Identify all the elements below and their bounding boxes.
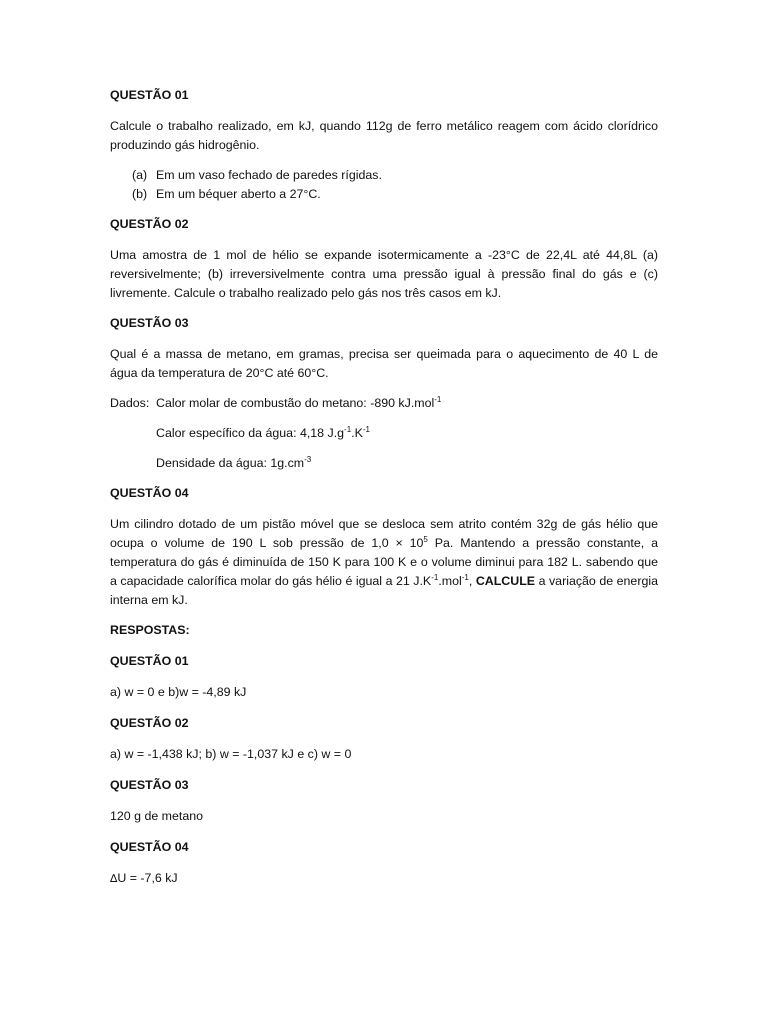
answer-heading: QUESTÃO 02 [110,716,189,730]
q2-heading: QUESTÃO 02 [110,217,189,231]
answer-heading: QUESTÃO 03 [110,778,189,792]
answer-heading: QUESTÃO 04 [110,840,189,854]
option-letter: (b) [132,187,148,201]
dados-label: Dados: [110,396,150,410]
dados-item: Calor molar de combustão do metano: -890 kJ.mol$^{-1}$ [156,395,442,410]
q1-text: Calcule o trabalho realizado, em kJ, quando 112g de ferro metálico reagem com ácido clorídrico produzindo gás hidrogênio. [110,119,658,152]
answer-text: a) w = -1,438 kJ; b) w = -1,037 kJ e c) w = 0 [110,747,352,761]
option-text: Em um vaso fechado de paredes rígidas. [156,168,382,182]
option-text: Em um béquer aberto a 27°C. [156,187,321,201]
answer-text: a) w = 0 e b)w = -4,89 kJ [110,685,247,699]
option-letter: (a) [132,168,148,182]
respostas-heading: RESPOSTAS: [110,623,190,637]
q3-dados-row-2: Calor específico da água: 4,18 $J.g^{-1}.K^{-1}$ [156,425,371,440]
delta-symbol: ∆ [110,872,118,885]
q1-option-a [132,166,658,185]
q1-options [110,166,658,204]
q4-heading: QUESTÃO 04 [110,486,189,500]
q3-dados-row-1 [110,394,658,413]
answer-text: ∆U = -7,6 kJ [110,871,178,885]
q3-text: Qual é a massa de metano, em gramas, precisa ser queimada para o aquecimento de 40 L de água da temperatura de 20°C até 60°C. [110,347,658,380]
q3-dados-row-3: Densidade da água: $1g.cm^{-3}$ [156,455,312,470]
q1-option-b [132,185,658,204]
answer-text: 120 g de metano [110,809,204,823]
answer-heading: QUESTÃO 01 [110,654,189,668]
q2-text: Uma amostra de 1 mol de hélio se expande isotermicamente a -23°C de 22,4L até 44,8L (a) reversivelmente; (b) irreversivelmente contra uma pressão igual à pressão final do gás e (c) livremente. Calcule o trabalho realizado pelo gás nos três casos em kJ. [110,248,658,300]
q3-heading: QUESTÃO 03 [110,316,189,330]
q4-text: Um cilindro dotado de um pistão móvel que se desloca sem atrito contém 32g de gás hélio que ocupa o volume de 190 L sob pressão de $1,0 \times 10^5$ Pa. Mantendo a pressão constante, a temperatura do gás é diminuída de 150 K para 100 K e o volume diminui para 182 L. sabendo que a capacidade calorífica molar do gás hélio é igual a 21 $J.K^{-1}.mol^{-1}$, CALCULE a variação de energia interna em kJ. [110,517,658,607]
q1-heading: QUESTÃO 01 [110,88,189,102]
